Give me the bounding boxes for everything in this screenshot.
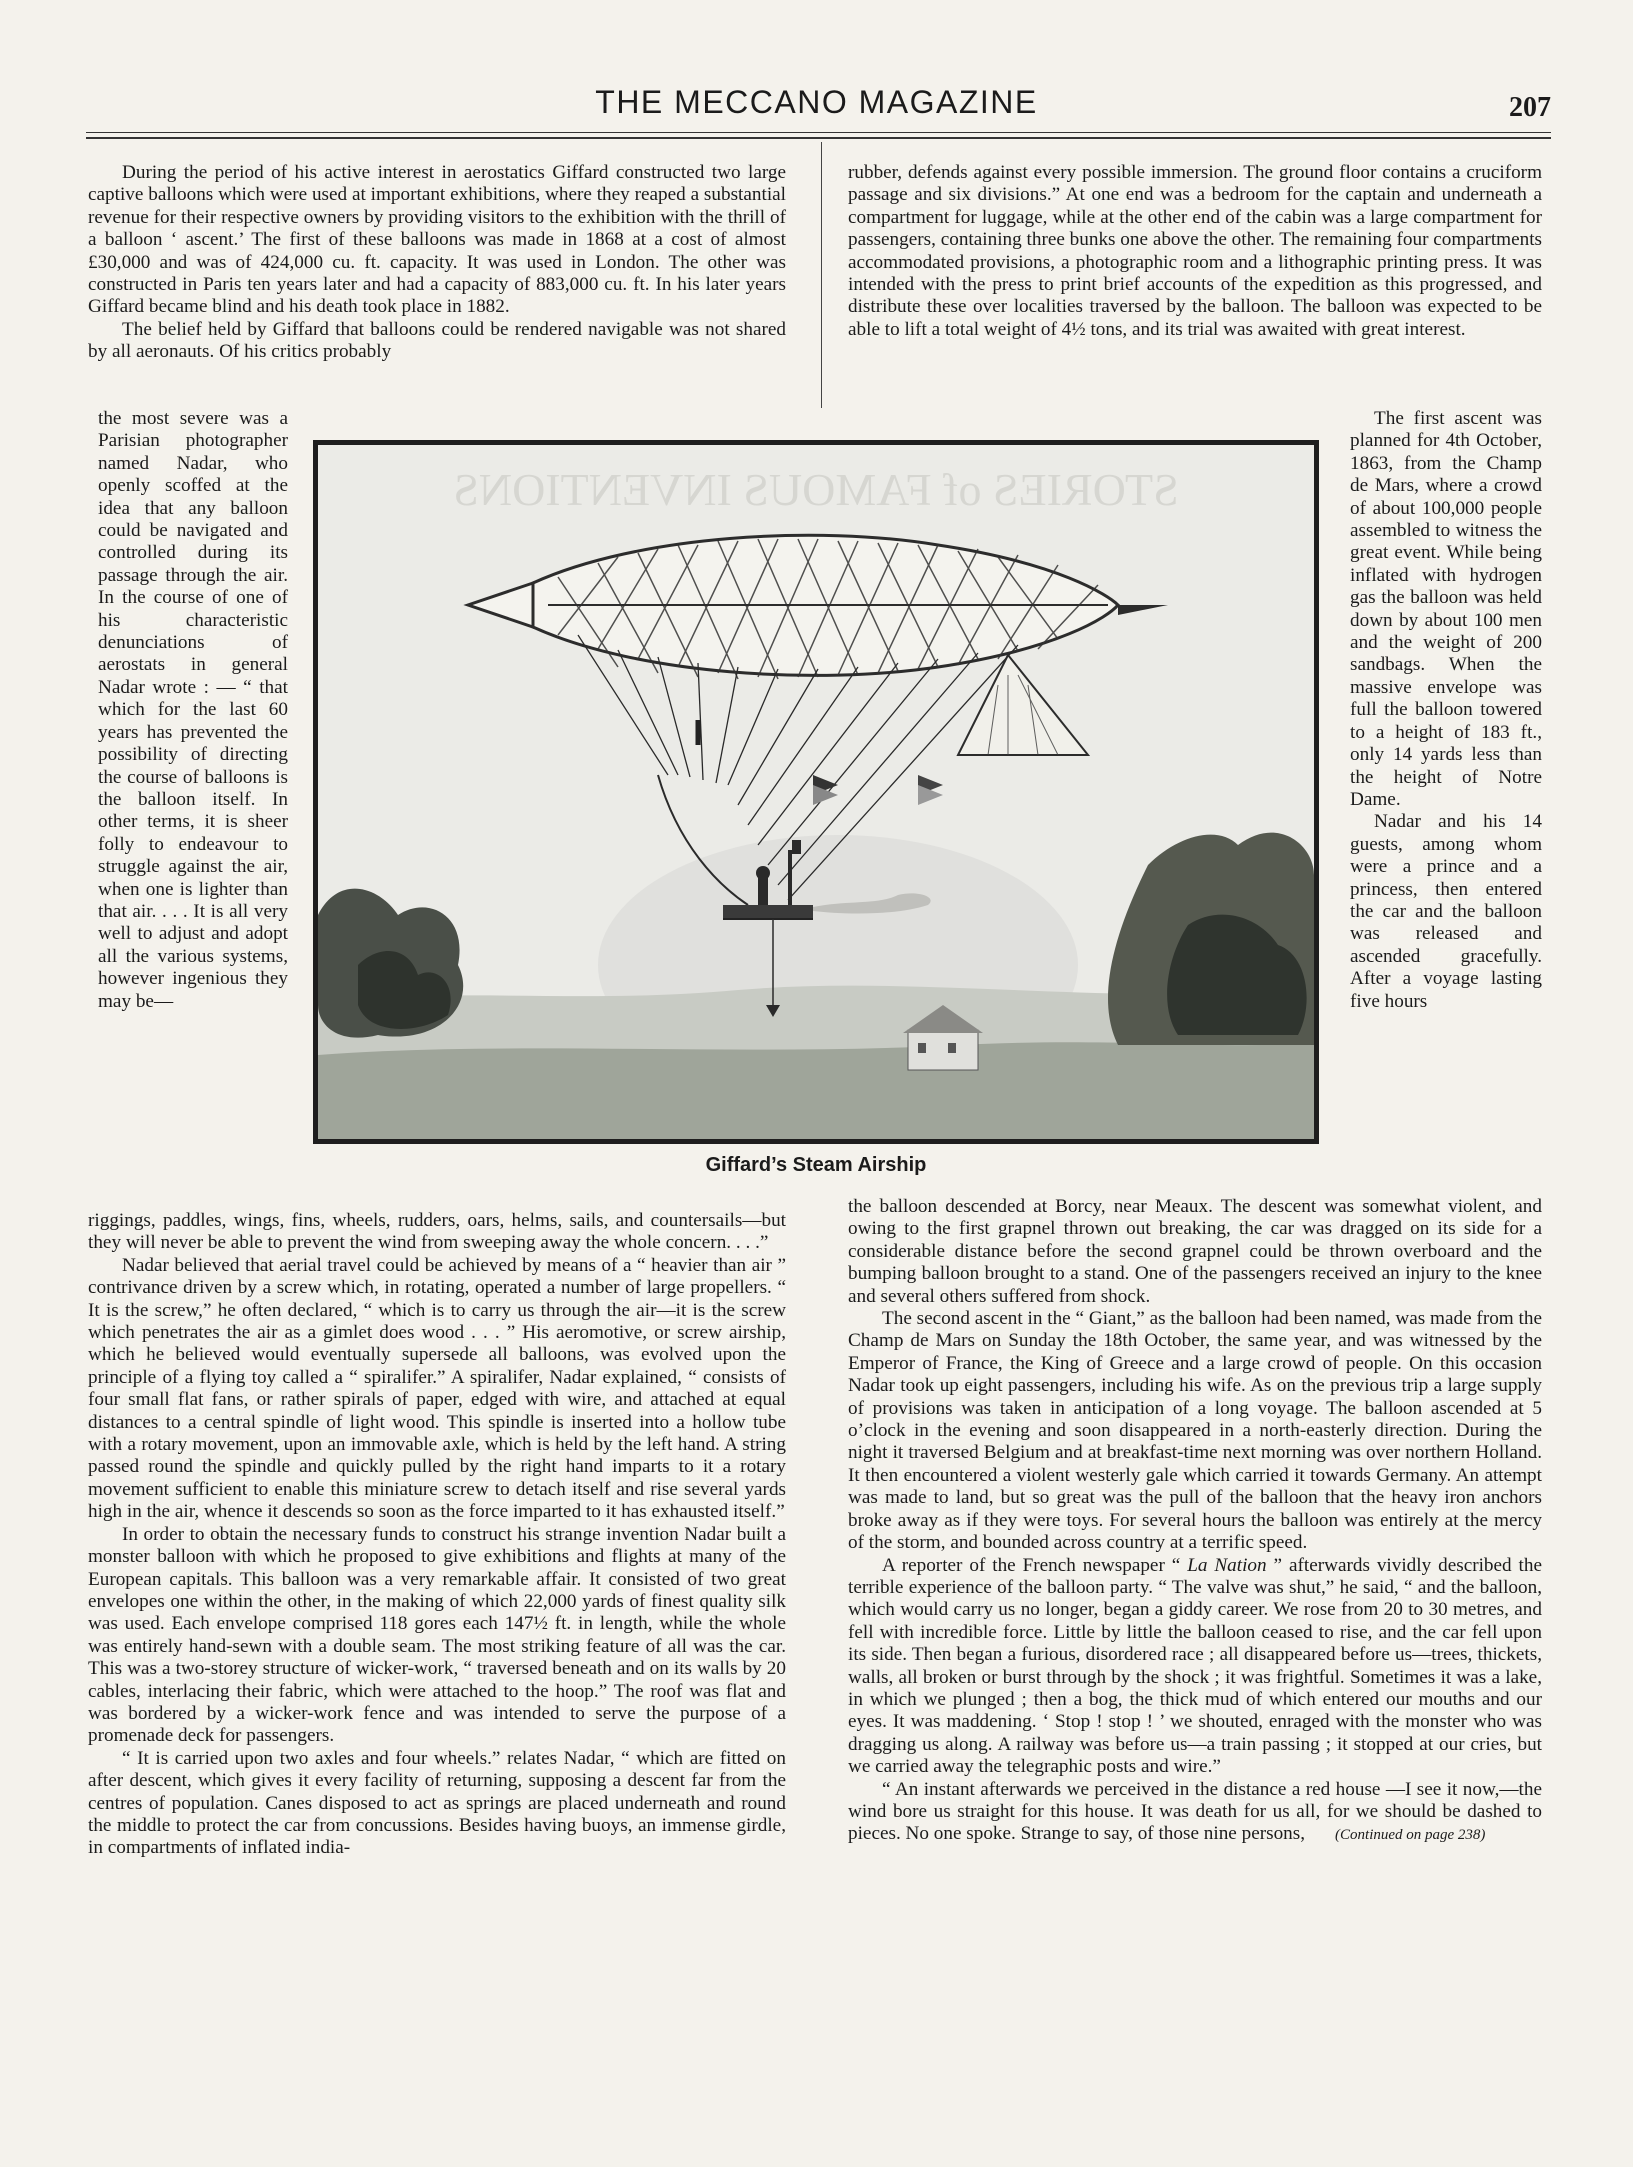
paragraph: rubber, defends against every possible immersion. The ground floor contains a cruciform passage and six divisions.” At one end was a bedroom for the captain and underneath a compartment for luggage, while at the other end of the cabin was a large compartment for passengers, containing three bunks one above the other. The remaining four compartments accommodated provisions, a photographic room and a lithographic printing press. It was intended with the press to print brief accounts of the expedition as this progressed, and distribute these over localities traversed by the balloon. The balloon was expected to be able to lift a total weight of 4½ tons, and its trial was awaited with great interest. bbox=[848, 162, 1542, 340]
paragraph: The belief held by Giffard that balloons could be rendered navigable was not shared by all aeronauts. Of his critics probably bbox=[88, 318, 786, 363]
paragraph: The first ascent was planned for 4th October, 1863, from the Champ de Mars, where a crowd of about 100,000 people assembled to witness the great event. While being inflated with hydrogen gas the balloon was held down by about 100 men and the weight of 200 sandbags. When the massive envelope was full the balloon towered to a height of 183 ft., only 14 yards less than the height of Notre Dame. bbox=[1350, 408, 1542, 810]
paragraph-start: A reporter of the French newspaper “ bbox=[882, 1554, 1188, 1576]
paragraph: “ It is carried upon two axles and four wheels.” relates Nadar, “ which are fitted on after descent, which gives it every facility of returning, supposing a descent far from the centres of population. Canes disposed to act as springs are placed underneath and round the middle to protect the car from concussions. Besides having buoys, an immense girdle, in compartments of inflated india- bbox=[88, 1747, 786, 1859]
paragraph: the balloon descended at Borcy, near Meaux. The descent was somewhat violent, and owing to the first grapnel thrown out breaking, the car was dragged on its side for a considerable distance before the second grapnel could be thrown overboard and the bumping balloon brought to a stand. One of the passengers received an injury to the knee and several others suffered from shock. bbox=[848, 1196, 1542, 1307]
paragraph-end: ” afterwards vividly described the terrible experience of the balloon party. “ The valve was shut,” he said, “ and the balloon, which would carry us no longer, began a giddy career. We rose from 20 to 30 metres, and fell with incredible force. Little by little the balloon ceased to rise, and the car fell upon its side. Then began a furious, disordered race ; all disappeared before us—trees, thickets, walls, all broken or burst through by the shock ; it was frightful. Sometimes it was a lake, in which we plunged ; then a bog, the thick mud of which entered our mouths and our eyes. It was maddening. ‘ Stop ! stop ! ’ we shouted, enraged with the monster who was dragging us along. A railway was before us—a train passing ; it stopped at our cries, but we carried away the telegraphic posts and wire.” bbox=[848, 1554, 1542, 1778]
magazine-title: THE MECCANO MAGAZINE bbox=[595, 84, 1038, 120]
airship-drawing bbox=[318, 445, 1314, 1139]
paragraph: During the period of his active interest in aerostatics Giffard constructed two large captive balloons which were used at important exhibitions, where they reaped a substantial revenue for their respective owners by providing visitors to the exhibition with the thrill of a balloon ‘ ascent.’ The first of these balloons was made in 1868 at a cost of almost £30,000 and was of 424,000 cu. ft. capacity. It was used in London. The other was constructed in Paris ten years later and had a capacity of 883,000 cu. ft. In his later years Giffard became blind and his death took place in 1882. bbox=[88, 162, 786, 318]
left-narrow-text: the most severe was a Parisian photographer named Nadar, who openly scoffed at the idea that any balloon could be navigated and controlled during its passage through the air. In the course of one of his characteristic denunciations of aerostats in general Nadar wrote : — “ that which for the last 60 years has prevented the possibility of directing the course of balloons is the balloon itself. In other terms, it is sheer folly to endeavour to struggle against the air, when one is lighter than that air. . . . It is all very well to adjust and adopt all the various systems, however ingenious they may be— bbox=[98, 408, 288, 1012]
bleed-through-title: STORIES of FAMOUS INVENTIONS bbox=[453, 464, 1179, 515]
header-rule-thick bbox=[86, 137, 1551, 139]
airship-illustration bbox=[313, 440, 1319, 1144]
paragraph bbox=[848, 1779, 1542, 1847]
paragraph: The second ascent in the “ Giant,” as the balloon had been named, was made from the Champ de Mars on Sunday the 18th October, the same year, and was witnessed by the Emperor of France, the King of Greece and a large crowd of people. On this occasion Nadar took up eight passengers, including his wife. As on the previous trip a large supply of provisions was taken in anticipation of a long voyage. The balloon ascended at 5 o’clock in the evening and soon disappeared in a north-easterly direction. During the night it traversed Belgium and at breakfast-time next morning was over northern Holland. It then encountered a violent westerly gale which carried it towards Germany. An attempt was made to land, but so great was the pull of the balloon that the heavy iron anchors broke away as if they were toys. For several hours the balloon was entirely at the mercy of the storm, and bounded across country at a terrific speed. bbox=[848, 1308, 1542, 1554]
right-column-bottom bbox=[848, 1196, 1542, 1847]
figure-caption: Giffard’s Steam Airship bbox=[705, 1154, 927, 1176]
paragraph: Nadar and his 14 guests, among whom were a prince and a princess, then entered the car and the balloon was released and ascended gracefully. After a voyage lasting five hours bbox=[1350, 811, 1542, 1012]
newspaper-name: La Nation bbox=[1187, 1554, 1267, 1576]
page-number: 207 bbox=[1509, 92, 1551, 123]
paragraph: Nadar believed that aerial travel could be achieved by means of a “ heavier than air ” contrivance driven by a screw which, in rotating, operated a number of large propellers. “ It is the screw,” he often declared, “ which is to carry us through the air—it is the screw which penetrates the air as a gimlet does wood . . . ” His aeromotive, or screw airship, which he believed would eventually supersede all balloons, was evolved upon the principle of a flying toy called a “ spiralifer.” A spiralifer, Nadar explained, “ consists of four small flat fans, or rather spirals of paper, edged with wire, and attached at equal distances to a central spindle of light wood. This spindle is inserted into a hollow tube with a rotary movement, upon an immovable axle, which is held by the left hand. A string passed round the spindle and quickly pulled by the right hand imparts to it a rotary movement sufficient to enable this miniature screw to detach itself and rise several yards high in the air, whence it descends so soon as the force imparted to it has exhausted itself.” bbox=[88, 1254, 786, 1523]
paragraph bbox=[848, 1555, 1542, 1779]
header-rule bbox=[86, 132, 1551, 133]
right-column-top bbox=[848, 162, 1542, 341]
paragraph: riggings, paddles, wings, fins, wheels, rudders, oars, helms, sails, and countersails—but they will never be able to prevent the wind from sweeping away the whole concern. . . .” bbox=[88, 1210, 786, 1254]
column-divider bbox=[821, 142, 822, 408]
paragraph: In order to obtain the necessary funds to construct his strange invention Nadar built a monster balloon with which he proposed to give exhibitions and flights at many of the European capitals. This balloon was a very remarkable affair. It consisted of two great envelopes one within the other, in the making of which 22,000 yards of finest quality silk was used. Each envelope comprised 118 gores each 147½ ft. in length, while the whole was entirely hand-sewn with a double seam. The most striking feature of all was the car. This was a two-storey structure of wicker-work, “ traversed beneath and on its walls by 20 cables, interlacing their fabric, which were attached to the hoop.” The roof was flat and was bordered by a wicker-work fence and was intended to serve the purpose of a promenade deck for passengers. bbox=[88, 1523, 786, 1747]
continued-note: (Continued on page 238) bbox=[1335, 1827, 1486, 1844]
right-narrow-text bbox=[1350, 408, 1542, 1013]
left-column-top bbox=[88, 162, 786, 364]
paragraph-text: “ An instant afterwards we perceived in the distance a red house —I see it now,—the wind bore us straight for this house. It was death for us all, for we should be dashed to pieces. No one spoke. Strange to say, of those nine persons, bbox=[848, 1778, 1542, 1845]
left-column-bottom bbox=[88, 1210, 786, 1860]
